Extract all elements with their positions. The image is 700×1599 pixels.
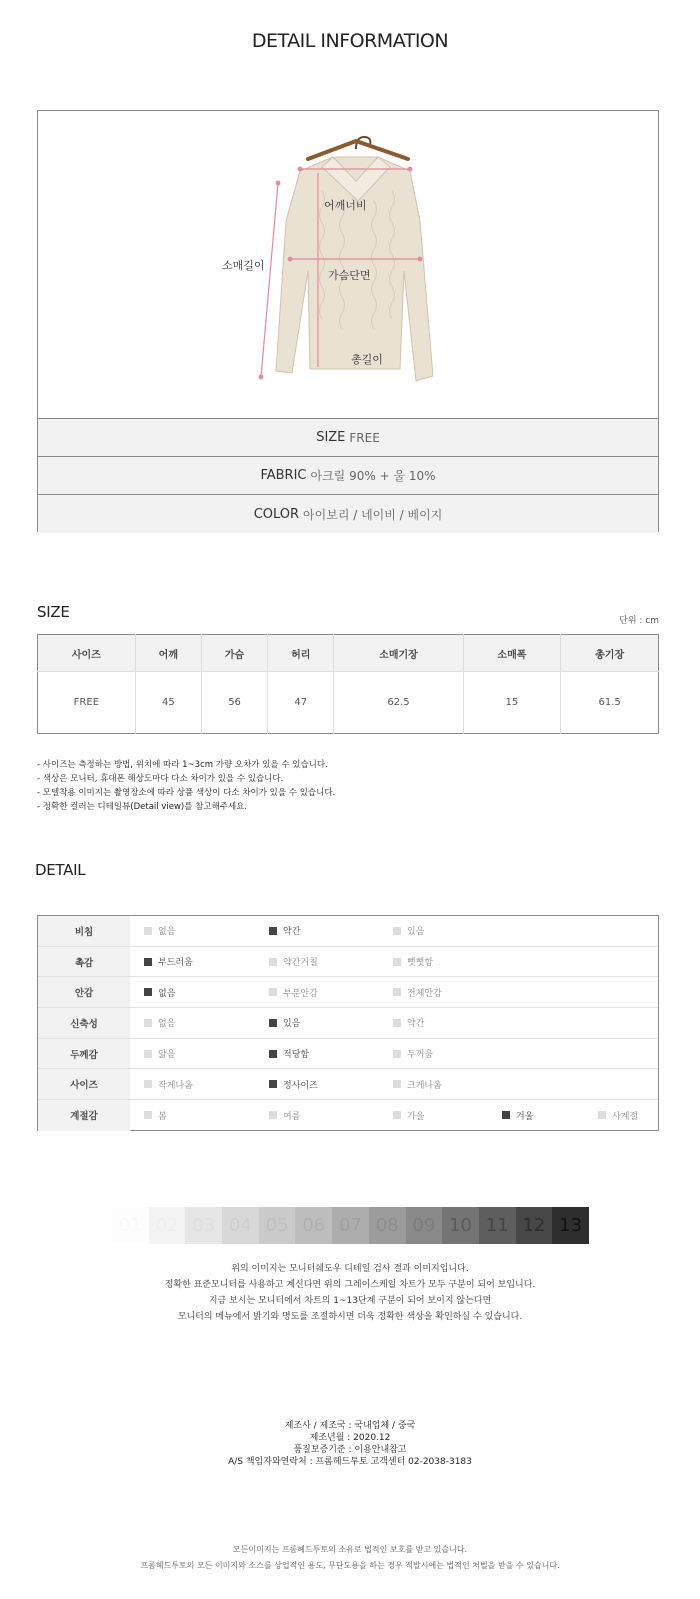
maker-info xyxy=(0,1420,700,1468)
size-col-header: 허리 xyxy=(268,635,334,672)
detail-option-label: 크게나옴 xyxy=(407,1080,442,1091)
detail-option xyxy=(269,977,318,1007)
detail-row xyxy=(38,1100,658,1131)
size-col-header: 가슴 xyxy=(201,635,267,672)
unit-label: 단위 : cm xyxy=(619,616,659,626)
detail-row xyxy=(38,1039,658,1070)
shoulder-label: 어깨너비 xyxy=(324,199,367,212)
checked-box-icon xyxy=(144,958,152,966)
detail-table xyxy=(37,915,659,1131)
detail-row xyxy=(38,916,658,947)
detail-option xyxy=(269,1069,318,1099)
detail-option-label: 적당함 xyxy=(283,1050,310,1061)
size-cell: FREE xyxy=(38,672,136,734)
detail-option-label: 전체안감 xyxy=(407,988,442,999)
grayscale-cell: 10 xyxy=(442,1207,479,1244)
fabric-label: FABRIC xyxy=(260,468,307,483)
detail-row-label: 신축성 xyxy=(38,1008,130,1038)
size-table xyxy=(37,634,659,734)
maker-line: 제조사 / 제조국 : 국내업체 / 중국 xyxy=(284,1421,416,1431)
detail-row-label: 두께감 xyxy=(38,1039,130,1069)
detail-option-label: 없음 xyxy=(158,988,176,999)
detail-option xyxy=(269,947,318,977)
table-row xyxy=(38,672,659,734)
size-cell: 62.5 xyxy=(334,672,463,734)
monitor-line: 위의 이미지는 모니터쉐도우 디테일 검사 결과 이미지입니다. xyxy=(231,1264,469,1274)
detail-options xyxy=(130,1100,658,1131)
detail-option xyxy=(393,1069,442,1099)
detail-option-label: 두꺼움 xyxy=(407,1050,434,1061)
monitor-notice xyxy=(0,1261,700,1325)
detail-option xyxy=(144,1008,175,1038)
unchecked-box-icon xyxy=(269,988,277,996)
product-photo xyxy=(38,111,658,419)
unchecked-box-icon xyxy=(393,1019,401,1027)
color-value: 아이보리 / 네이비 / 베이지 xyxy=(303,507,443,522)
detail-options xyxy=(130,977,658,1007)
checked-box-icon xyxy=(269,1050,277,1058)
detail-row-label: 비침 xyxy=(38,916,130,946)
maker-line: A/S 책임자와연락처 : 프롬헤드투토 고객센터 02-2038-3183 xyxy=(228,1457,472,1467)
detail-option-label: 없음 xyxy=(158,1019,176,1030)
grayscale-cell: 11 xyxy=(479,1207,516,1244)
checked-box-icon xyxy=(144,988,152,996)
detail-option-label: 가을 xyxy=(407,1111,425,1122)
detail-option-label: 뻣뻣함 xyxy=(407,958,434,969)
size-col-header: 총기장 xyxy=(561,635,659,672)
monitor-line: 모니터의 메뉴에서 밝기와 명도를 조절하시면 더욱 정확한 색상을 확인하실 수 있습니다. xyxy=(177,1312,523,1322)
grayscale-cell: 07 xyxy=(332,1207,369,1244)
size-col-header: 소매폭 xyxy=(463,635,561,672)
detail-option-label: 약간 xyxy=(407,1019,425,1030)
unchecked-box-icon xyxy=(393,1050,401,1058)
detail-option-label: 겨울 xyxy=(516,1111,534,1122)
copyright-line: 모든이미지는 프롬헤드투토의 소유로 법적인 보호를 받고 있습니다. xyxy=(232,1545,468,1554)
sweater-illustration xyxy=(38,111,658,419)
detail-option xyxy=(393,947,433,977)
fabric-value: 아크릴 90% + 울 10% xyxy=(310,469,436,483)
sleeve-label: 소매길이 xyxy=(222,259,265,272)
detail-row xyxy=(38,1069,658,1100)
checked-box-icon xyxy=(269,1019,277,1027)
chest-label: 가슴단면 xyxy=(328,269,371,282)
checked-box-icon xyxy=(269,1080,277,1088)
total-length-label: 총길이 xyxy=(351,353,383,366)
detail-option xyxy=(269,1039,309,1069)
detail-option xyxy=(502,1100,533,1131)
detail-option xyxy=(144,947,193,977)
detail-option xyxy=(269,1100,300,1131)
detail-option xyxy=(393,1039,433,1069)
size-col-header: 어깨 xyxy=(135,635,201,672)
detail-option xyxy=(393,916,424,946)
monitor-line: 지금 보시는 모니터에서 차트의 1~13단계 구분이 되어 보이지 않는다면 xyxy=(208,1296,492,1306)
detail-options xyxy=(130,1069,658,1099)
checked-box-icon xyxy=(502,1111,510,1119)
unchecked-box-icon xyxy=(269,958,277,966)
grayscale-cell: 08 xyxy=(369,1207,406,1244)
detail-option-label: 없음 xyxy=(158,927,176,938)
detail-option xyxy=(144,1069,193,1099)
detail-options xyxy=(130,1008,658,1038)
detail-option xyxy=(269,916,300,946)
detail-option-label: 있음 xyxy=(283,1019,301,1030)
unchecked-box-icon xyxy=(269,1111,277,1119)
color-row xyxy=(38,495,658,533)
detail-option xyxy=(144,1039,175,1069)
detail-row xyxy=(38,1008,658,1039)
detail-row-label: 계절감 xyxy=(38,1100,130,1131)
detail-option-label: 부분안감 xyxy=(283,988,318,999)
unchecked-box-icon xyxy=(144,1111,152,1119)
detail-option-label: 봄 xyxy=(158,1111,167,1122)
grayscale-cell: 03 xyxy=(185,1207,222,1244)
detail-option-label: 얇음 xyxy=(158,1050,176,1061)
unchecked-box-icon xyxy=(598,1111,606,1119)
maker-line: 품질보증기준 : 이용안내참고 xyxy=(293,1445,407,1455)
grayscale-cell: 12 xyxy=(516,1207,553,1244)
monitor-line: 정확한 표준모니터를 사용하고 계신다면 위의 그레이스케일 차트가 모두 구분이 되어 보입니다. xyxy=(164,1280,536,1290)
checked-box-icon xyxy=(269,927,277,935)
copyright-line: 프롬헤드투토의 모든 이미지와 소스를 상업적인 용도, 무단도용을 하는 경우 적발시에는 법적인 처벌을 받을 수 있습니다. xyxy=(140,1561,560,1570)
product-info-box xyxy=(37,110,659,532)
unchecked-box-icon xyxy=(144,927,152,935)
grayscale-cell: 01 xyxy=(112,1207,149,1244)
detail-option xyxy=(393,1100,424,1131)
detail-row-label: 촉감 xyxy=(38,947,130,977)
detail-option-label: 사계절 xyxy=(612,1111,639,1122)
size-label: SIZE xyxy=(316,430,346,445)
detail-row xyxy=(38,947,658,978)
note-line: - 사이즈는 측정하는 방법, 위치에 따라 1~3cm 가량 오차가 있을 수 있습니다. xyxy=(37,760,328,770)
detail-row-label: 안감 xyxy=(38,977,130,1007)
detail-option xyxy=(144,1100,167,1131)
grayscale-chart xyxy=(112,1207,589,1244)
fabric-row xyxy=(38,457,658,495)
copyright xyxy=(0,1542,700,1574)
note-line: - 색상은 모니터, 휴대폰 해상도마다 다소 차이가 있을 수 있습니다. xyxy=(37,774,284,784)
detail-option xyxy=(144,977,175,1007)
size-col-header: 소매기장 xyxy=(334,635,463,672)
size-col-header: 사이즈 xyxy=(38,635,136,672)
detail-options xyxy=(130,916,658,946)
size-cell: 15 xyxy=(463,672,561,734)
size-cell: 61.5 xyxy=(598,697,621,708)
size-table-header xyxy=(38,635,659,672)
unchecked-box-icon xyxy=(144,1080,152,1088)
size-row xyxy=(38,419,658,457)
size-notes xyxy=(37,758,335,814)
detail-option-label: 작게나옴 xyxy=(158,1080,193,1091)
detail-option-label: 있음 xyxy=(407,927,425,938)
detail-option xyxy=(393,977,442,1007)
size-section-title: SIZE xyxy=(37,603,70,621)
color-label: COLOR xyxy=(253,506,300,522)
grayscale-cell: 04 xyxy=(222,1207,259,1244)
unchecked-box-icon xyxy=(393,1080,401,1088)
page-title: DETAIL INFORMATION xyxy=(251,30,449,52)
detail-row-label: 사이즈 xyxy=(38,1069,130,1099)
detail-row xyxy=(38,977,658,1008)
grayscale-cell: 05 xyxy=(259,1207,296,1244)
unchecked-box-icon xyxy=(393,988,401,996)
note-line: - 정확한 컬러는 디테일뷰(Detail view)를 참고해주세요. xyxy=(37,802,248,812)
unchecked-box-icon xyxy=(393,1111,401,1119)
detail-option xyxy=(598,1100,638,1131)
grayscale-cell: 02 xyxy=(149,1207,186,1244)
size-cell: 45 xyxy=(135,672,201,734)
size-cell: 56 xyxy=(201,672,267,734)
detail-option-label: 약간 xyxy=(283,927,301,938)
detail-option xyxy=(269,1008,300,1038)
detail-options xyxy=(130,1039,658,1069)
detail-option xyxy=(393,1008,424,1038)
size-cell: 47 xyxy=(268,672,334,734)
grayscale-cell: 13 xyxy=(552,1207,589,1244)
detail-options xyxy=(130,947,658,977)
detail-option xyxy=(144,916,175,946)
detail-section-title: DETAIL xyxy=(35,861,86,879)
unchecked-box-icon xyxy=(393,958,401,966)
unchecked-box-icon xyxy=(144,1019,152,1027)
grayscale-cell: 06 xyxy=(295,1207,332,1244)
grayscale-cell: 09 xyxy=(406,1207,443,1244)
unchecked-box-icon xyxy=(393,927,401,935)
maker-line: 제조년월 : 2020.12 xyxy=(309,1433,391,1443)
detail-option-label: 약간거칠 xyxy=(283,958,318,969)
detail-option-label: 정사이즈 xyxy=(283,1080,318,1091)
size-value: FREE xyxy=(349,430,380,445)
note-line: - 모델착용 이미지는 촬영장소에 따라 상품 색상이 다소 차이가 있을 수 있습니다. xyxy=(37,788,336,798)
unchecked-box-icon xyxy=(144,1050,152,1058)
detail-option-label: 부드러움 xyxy=(158,958,193,969)
detail-option-label: 여름 xyxy=(283,1111,301,1122)
